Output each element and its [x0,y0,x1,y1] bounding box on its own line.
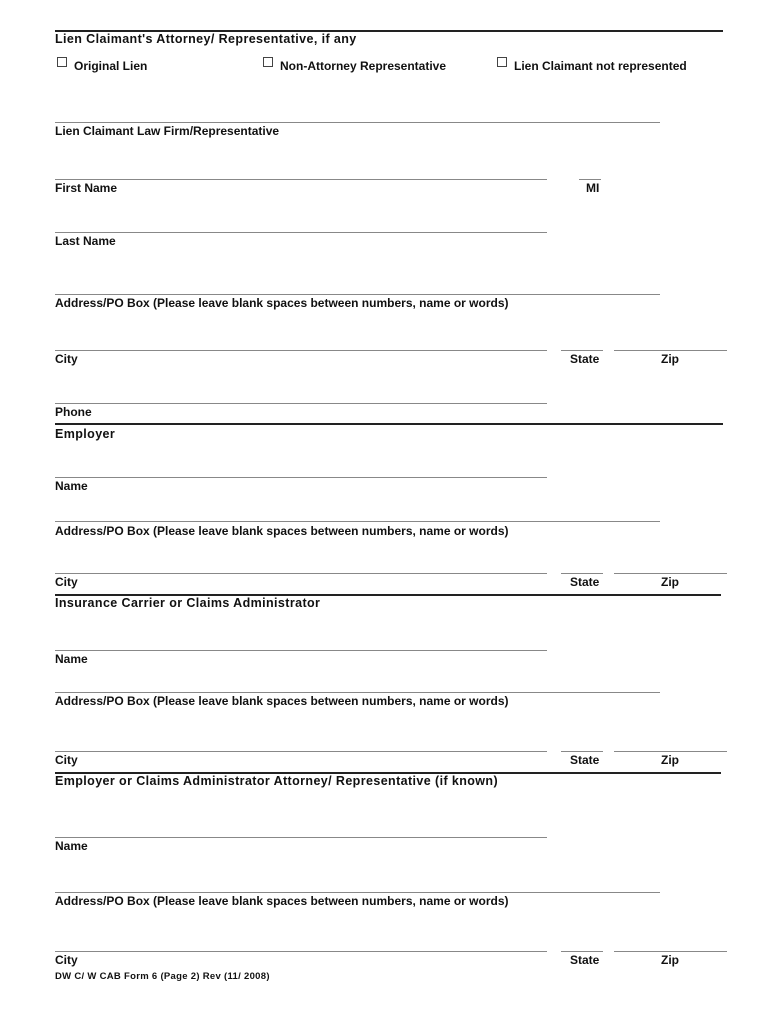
insurance-zip-field[interactable] [614,751,727,752]
lien-state-label: State [570,352,600,366]
insurance-state-label: State [570,753,600,767]
lien-zip-field[interactable] [614,350,727,351]
middle-initial-field[interactable] [579,179,601,180]
employer-address-field[interactable] [55,521,660,522]
lien-city-label: City [55,352,78,366]
employer-zip-field[interactable] [614,573,727,574]
employer-attorney-state-label: State [570,953,600,967]
insurance-name-field[interactable] [55,650,547,651]
form-identifier: DW C/ W CAB Form 6 (Page 2) Rev (11/ 2008) [55,971,270,982]
employer-name-label: Name [55,479,88,493]
employer-attorney-city-field[interactable] [55,951,547,952]
insurance-city-label: City [55,753,78,767]
employer-attorney-zip-field[interactable] [614,951,727,952]
original-lien-checkbox[interactable] [57,57,67,67]
employer-city-field[interactable] [55,573,547,574]
employer-attorney-address-field[interactable] [55,892,660,893]
employer-attorney-address-label: Address/PO Box (Please leave blank spaces between numbers, name or words) [55,894,509,908]
lien-phone-field[interactable] [55,403,547,404]
employer-name-field[interactable] [55,477,547,478]
employer-state-label: State [570,575,600,589]
middle-initial-label: MI [586,181,600,195]
first-name-field[interactable] [55,179,547,180]
section-title-employer-attorney: Employer or Claims Administrator Attorney/ Representative (if known) [55,774,499,788]
section-title-employer: Employer [55,427,116,441]
non-attorney-representative-checkbox[interactable] [263,57,273,67]
lien-city-field[interactable] [55,350,547,351]
lien-claimant-not-represented-label: Lien Claimant not represented [514,59,687,73]
law-firm-label: Lien Claimant Law Firm/Representative [55,124,280,138]
original-lien-label: Original Lien [74,59,148,73]
non-attorney-representative-label: Non-Attorney Representative [280,59,447,73]
employer-zip-label: Zip [661,575,679,589]
employer-attorney-city-label: City [55,953,78,967]
insurance-city-field[interactable] [55,751,547,752]
first-name-label: First Name [55,181,118,195]
insurance-zip-label: Zip [661,753,679,767]
section-title-insurance-carrier: Insurance Carrier or Claims Administrator [55,596,321,610]
employer-attorney-name-field[interactable] [55,837,547,838]
lien-address-field[interactable] [55,294,660,295]
insurance-name-label: Name [55,652,88,666]
last-name-label: Last Name [55,234,116,248]
lien-address-label: Address/PO Box (Please leave blank spaces between numbers, name or words) [55,296,509,310]
insurance-state-field[interactable] [561,751,603,752]
employer-attorney-name-label: Name [55,839,88,853]
employer-address-label: Address/PO Box (Please leave blank spaces between numbers, name or words) [55,524,509,538]
law-firm-field[interactable] [55,122,660,123]
section-title-lien-claimant-representative: Lien Claimant's Attorney/ Representative, if any [55,32,357,46]
employer-attorney-state-field[interactable] [561,951,603,952]
employer-section-rule [55,423,723,425]
insurance-address-field[interactable] [55,692,660,693]
lien-zip-label: Zip [661,352,679,366]
lien-phone-label: Phone [55,405,92,419]
employer-city-label: City [55,575,78,589]
lien-claimant-not-represented-checkbox[interactable] [497,57,507,67]
employer-state-field[interactable] [561,573,603,574]
employer-attorney-zip-label: Zip [661,953,679,967]
last-name-field[interactable] [55,232,547,233]
lien-state-field[interactable] [561,350,603,351]
insurance-address-label: Address/PO Box (Please leave blank spaces between numbers, name or words) [55,694,509,708]
